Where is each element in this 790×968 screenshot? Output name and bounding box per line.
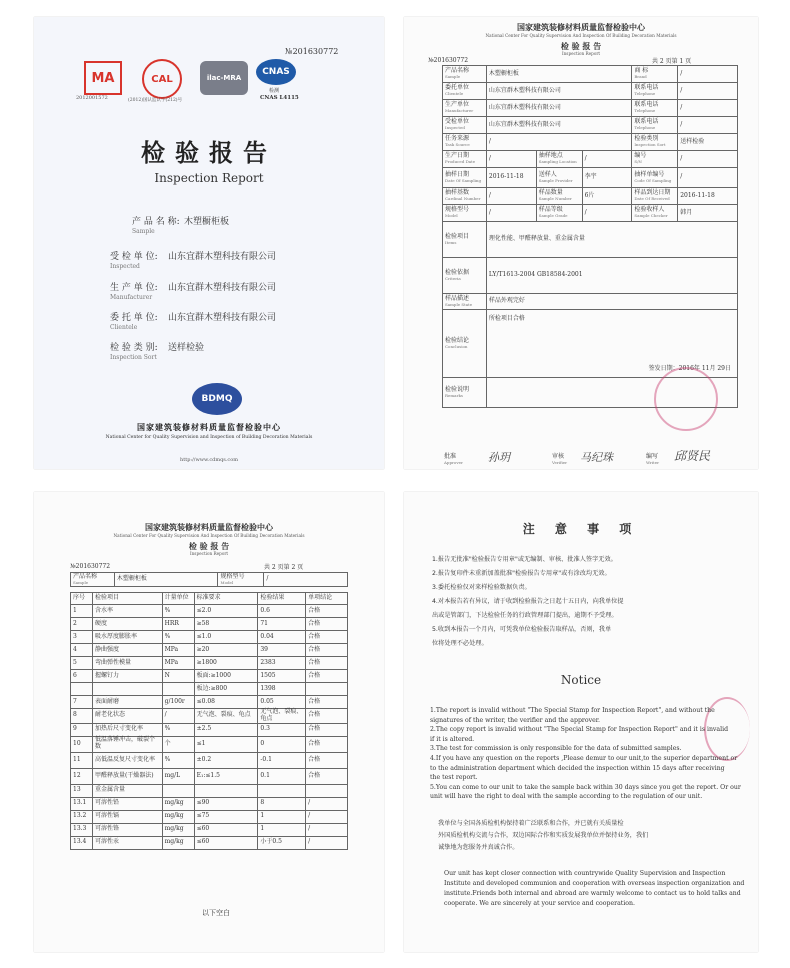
verifier-signature: 马纪珠 — [580, 451, 613, 464]
table-cell: 无气泡、裂痕、龟点 — [258, 709, 306, 724]
table-cell: 合格 — [306, 752, 348, 768]
table-cell: % — [162, 605, 194, 618]
p2-title-en: Inspection Report — [561, 51, 601, 56]
col-header: 标准要求 — [194, 593, 258, 605]
notice-line: unit will have the right to deal with the sample according to the regulation of our unit. — [430, 793, 703, 801]
report-page-2 — [34, 492, 384, 952]
table-cell — [162, 683, 194, 696]
table-cell: mg/kg — [162, 823, 194, 836]
field-sample: 产 品 名 称: Sample 木塑橱柜板 — [132, 217, 230, 235]
p3-header-table: 产品名称 Sample 木塑橱柜板 规格型号 Model / — [70, 572, 348, 587]
notice-line: 2.The copy report is invalid without "The Special Stamp for Inspection Report" and it is invalid — [430, 726, 729, 734]
field-clientele: 委 托 单 位: Clientele 山东宜群木塑科技有限公司 — [110, 313, 277, 331]
table-cell: mg/kg — [162, 836, 194, 849]
table-cell: 合格 — [306, 736, 348, 752]
notice-line: signatures of the writer, the verifier and the approver. — [430, 716, 600, 724]
table-cell: 合格 — [306, 696, 348, 709]
table-cell: ≤1 — [194, 736, 258, 752]
col-header: 检验项目 — [92, 593, 162, 605]
notice-line: 诚挚地为您服务并真诚合作。 — [438, 844, 519, 851]
table-cell: 0.1 — [258, 768, 306, 784]
notice-line: 1.The report is invalid without "The Special Stamp for Inspection Report", and without the — [430, 707, 715, 714]
table-cell: -0.1 — [258, 752, 306, 768]
cal-logo: CAL — [142, 59, 182, 99]
table-cell: 9 — [71, 723, 93, 736]
notice-line: 4.对本报告若有异议，请于收到检验报告之日起十五日内，向我单位提 — [432, 598, 624, 605]
table-row — [71, 752, 348, 768]
p2-report-no: №201630772 — [428, 57, 469, 64]
notice-line: to the administration department which decided the inspection within 15 days after receiving — [430, 764, 725, 772]
table-cell: 合格 — [306, 618, 348, 631]
table-cell: 合格 — [306, 657, 348, 670]
table-cell: 13.3 — [71, 823, 93, 836]
writer-signature: 邱贤民 — [674, 449, 711, 463]
table-row — [71, 736, 348, 752]
p2-info-table: 产品名称 Sample 木塑橱柜板 商 标 Brand / 委托单位 Clientele 山东宜群木塑科技有限公司 联系电话 Telephone / 生产单位 Manufacturer 山东宜群木塑科技有限公司 联系电话 Telephone / 受检单位 Inspected 山东宜群木塑科技有限公司 联系电话 Telephone / 任务来源 Task Source / 检验类别 Inspection Sort 送样检验 生产日期 Produced Date / 抽样地点 Sampling Location / 编号 S/N / 抽样日期 Date Of Sampling 2016-11-18 送样人 Sample Provider 李宇 抽样单编号 Code Of Sampling / 抽样基数 Cardinal Number / 样品数量 Sample Number 6片 样品到达日期 Date Of Received 2016-11-18 规格型号 Model / 样品等级 Sample Grade / 检验收样人 Sample Checker 韩月 检验项目 Items 理化性能、甲醛释放量、重金属含量 检验依据 Criteria LY/T1613-2004 GB18584-2001 样品描述 Sample State 样品外观完好 检验结论 Conclusion 所检项目合格 签发日期：2016年 11月 29日 检验说明 Remarks — [442, 65, 738, 408]
table-cell: 11 — [71, 752, 93, 768]
table-cell: 3 — [71, 631, 93, 644]
notice-line: 5.收到本报告一个月内，可凭我单位检验报告取样品，否则，我单 — [432, 626, 612, 633]
table-cell: 71 — [258, 618, 306, 631]
table-row — [71, 670, 348, 683]
table-cell: 2383 — [258, 657, 306, 670]
p3-title-zh: 检 验 报 告 — [188, 542, 230, 551]
center-name-zh: 国家建筑装修材料质量监督检验中心 — [137, 423, 281, 432]
table-cell: 可溶性汞 — [92, 836, 162, 849]
table-row — [71, 723, 348, 736]
table-cell: 静曲强度 — [92, 644, 162, 657]
table-cell: MPa — [162, 644, 194, 657]
writer-label: 编写 Writer — [646, 453, 660, 465]
table-cell: / — [306, 836, 348, 849]
table-cell: 合格 — [306, 709, 348, 724]
notice-line: 1.报告无批准"检验报告专用章"或无编制、审核、批准人签字无效。 — [432, 556, 617, 563]
table-cell: g/100r — [162, 696, 194, 709]
table-cell: mg/L — [162, 768, 194, 784]
approver-signature: 孙玥 — [488, 451, 510, 464]
table-cell: ±2.5 — [194, 723, 258, 736]
table-cell: ≤0.08 — [194, 696, 258, 709]
table-cell: 合格 — [306, 605, 348, 618]
table-cell: % — [162, 631, 194, 644]
table-cell: 1505 — [258, 670, 306, 683]
table-cell: ≥20 — [194, 644, 258, 657]
notice-line: institute.Friends both internal and abroad are warmly welcome to contact us to hold talks and — [444, 890, 741, 897]
table-cell: ≤75 — [194, 810, 258, 823]
field-inspected: 受 检 单 位: Inspected 山东宜群木塑科技有限公司 — [110, 252, 277, 270]
table-cell: mg/kg — [162, 797, 194, 810]
report-page-1 — [404, 17, 758, 469]
table-cell: 重金属含量 — [92, 784, 162, 797]
table-cell: 5 — [71, 657, 93, 670]
notice-line: cooperate. We are sincerely at your service and cooperation. — [444, 900, 635, 907]
table-cell: 0.3 — [258, 723, 306, 736]
table-row — [71, 836, 348, 849]
table-cell: 1398 — [258, 683, 306, 696]
p3-report-no: №201630772 — [70, 563, 111, 570]
table-cell: 6 — [71, 670, 93, 683]
table-cell: ≤2.0 — [194, 605, 258, 618]
table-cell: 合格 — [306, 644, 348, 657]
table-cell: ±0.2 — [194, 752, 258, 768]
table-cell: 硬度 — [92, 618, 162, 631]
p2-header-en: National Center For Quality Supervision And Inspection Of Building Decoration Materials — [485, 33, 677, 38]
table-cell: 8 — [71, 709, 93, 724]
notice-line: Institute and developed communion and cooperation with overseas inspection organization and — [444, 880, 745, 887]
table-row — [71, 709, 348, 724]
cnas-logo: CNAS — [256, 59, 296, 85]
table-cell: 无气泡、裂痕、龟点 — [194, 709, 258, 724]
table-cell: 合格 — [306, 670, 348, 683]
table-cell: 39 — [258, 644, 306, 657]
p3-title-en: Inspection Report — [189, 551, 229, 556]
table-row — [71, 644, 348, 657]
table-cell: 甲醛释放量(干燥器法) — [92, 768, 162, 784]
table-cell — [194, 784, 258, 797]
table-cell: 可溶性铬 — [92, 823, 162, 836]
notice-page — [404, 492, 758, 952]
notice-line: 3.委托检验仅对来样检验数据负责。 — [432, 584, 531, 591]
table-cell: 表面耐磨 — [92, 696, 162, 709]
notice-line: 5.You can come to our unit to take the sample back within 30 days since you get the report. Or our — [430, 783, 741, 791]
table-cell — [258, 784, 306, 797]
table-cell: 13.1 — [71, 797, 93, 810]
results-table — [70, 592, 348, 850]
table-cell: 高低温反复尺寸变化率 — [92, 752, 162, 768]
notice-line: 外国质检机构交流与合作，双边国际合作和实质发展我单位并保持业务，我们 — [438, 832, 649, 839]
table-cell: 4 — [71, 644, 93, 657]
table-cell: ≤1.0 — [194, 631, 258, 644]
table-cell: 1 — [258, 823, 306, 836]
table-cell: / — [306, 797, 348, 810]
table-cell: 弯曲弹性模量 — [92, 657, 162, 670]
table-cell: 7 — [71, 696, 93, 709]
p3-header-zh: 国家建筑装修材料质量监督检验中心 — [145, 523, 273, 532]
table-cell: ≤60 — [194, 836, 258, 849]
table-cell: / — [306, 823, 348, 836]
cover-title-en: Inspection Report — [154, 171, 264, 185]
table-cell: 2 — [71, 618, 93, 631]
report-number: №201630772 — [285, 47, 339, 56]
col-header: 单项结论 — [306, 593, 348, 605]
website: http://www.cdmqs.com — [180, 457, 238, 463]
blank-below-note: 以下空白 — [202, 909, 230, 917]
table-row — [71, 618, 348, 631]
table-cell: 可溶性铅 — [92, 797, 162, 810]
table-cell: MPa — [162, 657, 194, 670]
table-cell — [71, 683, 93, 696]
table-cell: 1 — [71, 605, 93, 618]
notice-title-zh: 注 意 事 项 — [522, 522, 640, 536]
p2-title-zh: 检 验 报 告 — [560, 42, 602, 51]
table-cell: 合格 — [306, 768, 348, 784]
table-cell: 低温落锤冲击，破裂个数 — [92, 736, 162, 752]
table-cell: 握螺钉力 — [92, 670, 162, 683]
notice-line: Our unit has kept closer connection with countrywide Quality Supervision and Inspection — [444, 870, 726, 877]
table-cell — [306, 683, 348, 696]
table-cell: 耐老化状态 — [92, 709, 162, 724]
col-header: 序号 — [71, 593, 93, 605]
table-cell: E₁:≤1.5 — [194, 768, 258, 784]
ma-logo: MA — [84, 61, 122, 95]
table-cell: 0.04 — [258, 631, 306, 644]
notice-line: 3.The test for commission is only responsible for the data of submitted samples. — [430, 745, 682, 753]
table-row — [71, 657, 348, 670]
cover-title-zh: 检验报告 — [141, 139, 277, 167]
notice-line: 我单位与全国各质检机构保持着广泛联系和合作，并已就有关质量检 — [438, 820, 624, 827]
table-row — [71, 631, 348, 644]
table-row — [71, 696, 348, 709]
table-cell — [92, 683, 162, 696]
table-cell: N — [162, 670, 194, 683]
bdmq-logo: BDMQ — [192, 383, 242, 415]
col-header: 计量单位 — [162, 593, 194, 605]
table-cell: 8 — [258, 797, 306, 810]
table-row — [71, 797, 348, 810]
table-cell: 吸水厚度膨胀率 — [92, 631, 162, 644]
inspection-seal — [654, 367, 718, 431]
table-cell: 含水率 — [92, 605, 162, 618]
verifier-label: 审核 Verifier — [552, 453, 568, 465]
table-cell: 加热后尺寸变化率 — [92, 723, 162, 736]
table-cell: HRR — [162, 618, 194, 631]
table-cell: % — [162, 723, 194, 736]
table-cell: 个 — [162, 736, 194, 752]
table-cell: 13.4 — [71, 836, 93, 849]
ilac-mra-logo: ilac-MRA — [200, 61, 248, 95]
notice-line: the test report. — [430, 774, 478, 782]
notice-line: 2.报告复印件未重新加盖批准"检验报告专用章"或有涂改均无效。 — [432, 570, 611, 577]
center-name-en: National Center for Quality Supervision and Inspection of Building Decoration Materials — [105, 435, 313, 440]
col-header: 检验结果 — [258, 593, 306, 605]
table-cell: 0.05 — [258, 696, 306, 709]
p2-page-info: 共 2 页第 1 页 — [652, 58, 692, 65]
table-cell — [306, 784, 348, 797]
cover-page: №201630772 MA 2012001572 CAL (2012)国认监认字(212)号 ilac-MRA CNAS 检测 CNAS L4115 检验报告 Inspection Report 产 品 名 称: Sample 木塑橱柜板 受 检 单 位: Inspected 山东宜群木塑科技有限公司 生 产 单 位: Manufacturer 山东宜群木塑科技有限公司 委 托 单 位: Clientele 山东宜群木塑科技有限公司 检 验 类 别: Inspection Sort 送样检验 BDMQ 国家建筑装修材料质量监督检验中心 National Center for Quality Supervision and Inspection of Building Decoration Materials http://www.cdmqs.com — [34, 17, 384, 469]
table-cell: 13 — [71, 784, 93, 797]
table-cell: 小于0.5 — [258, 836, 306, 849]
field-inspection-sort: 检 验 类 别: Inspection Sort 送样检验 — [110, 343, 205, 361]
table-cell: / — [162, 709, 194, 724]
notice-title-en: Notice — [560, 673, 602, 687]
field-manufacturer: 生 产 单 位: Manufacturer 山东宜群木塑科技有限公司 — [110, 283, 277, 301]
table-cell: 合格 — [306, 723, 348, 736]
table-row — [71, 683, 348, 696]
p2-header-zh: 国家建筑装修材料质量监督检验中心 — [517, 23, 645, 32]
table-cell: 13.2 — [71, 810, 93, 823]
table-cell: ≤60 — [194, 823, 258, 836]
table-cell: 可溶性镉 — [92, 810, 162, 823]
table-cell: 0.6 — [258, 605, 306, 618]
table-cell: 1 — [258, 810, 306, 823]
table-cell: / — [306, 810, 348, 823]
notice-line: if it is altered. — [430, 735, 475, 743]
notice-line: 出或是管部门，下达检验任务的行政管理部门提出，逾期不予受理。 — [432, 612, 618, 619]
table-cell: ≤90 — [194, 797, 258, 810]
notice-line: 4.If you have any question on the reports ,Please demur to our unit,to the superior department or — [430, 755, 738, 762]
table-row — [71, 810, 348, 823]
table-cell — [162, 784, 194, 797]
approver-label: 批准 Approver — [444, 453, 463, 465]
table-row — [71, 784, 348, 797]
table-row — [71, 605, 348, 618]
table-cell: 10 — [71, 736, 93, 752]
table-cell: 0 — [258, 736, 306, 752]
table-cell: 12 — [71, 768, 93, 784]
table-cell: mg/kg — [162, 810, 194, 823]
table-cell: 合格 — [306, 631, 348, 644]
p3-page-info: 共 2 页第 2 页 — [264, 564, 304, 571]
table-cell: ≥1800 — [194, 657, 258, 670]
table-cell: ≥58 — [194, 618, 258, 631]
table-cell: 板面:≥1000 — [194, 670, 258, 683]
table-row — [71, 823, 348, 836]
table-cell: % — [162, 752, 194, 768]
table-cell: 板边:≥800 — [194, 683, 258, 696]
p3-header-en: National Center For Quality Supervision And Inspection Of Building Decoration Materials — [113, 533, 305, 538]
table-row — [71, 768, 348, 784]
notice-line: 位将处理不必处理。 — [432, 640, 488, 647]
